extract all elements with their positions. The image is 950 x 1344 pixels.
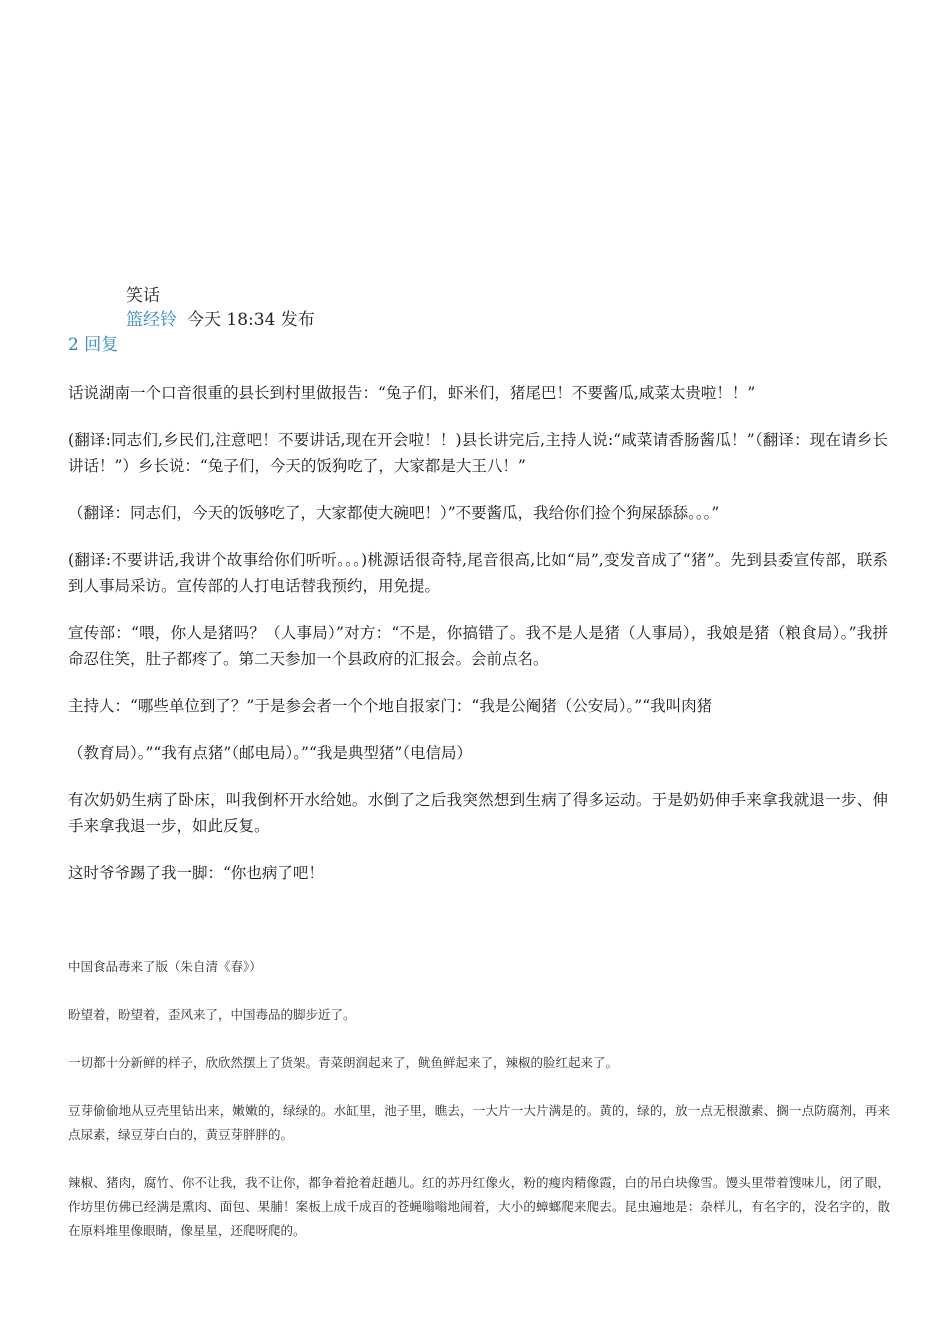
paragraph: （翻译：同志们，今天的饭够吃了，大家都使大碗吧！）”不要酱瓜，我给你们捡个狗屎舔舔。。。” <box>68 504 720 522</box>
author-link[interactable]: 篮经铃 <box>126 310 177 330</box>
paragraph: 主持人：“哪些单位到了？”于是参会者一个个地自报家门：“我是公阉猪（公安局）。”“我叫肉猪 <box>68 697 713 715</box>
paragraph: 豆芽偷偷地从豆壳里钻出来，嫩嫩的，绿绿的。水缸里，池子里，瞧去，一大片一大片满是的。黄的，绿的，放一点无根激素、搁一点防腐剂，再来点尿素，绿豆芽白白的，黄豆芽胖胖的。 <box>68 1103 890 1142</box>
post-title: 笑话 <box>126 286 160 306</box>
paragraph: 有次奶奶生病了卧床，叫我倒杯开水给她。水倒了之后我突然想到生病了得多运动。于是奶奶伸手来拿我就退一步、伸手来拿我退一步，如此反复。 <box>68 791 888 835</box>
paragraph: 辣椒、猪肉，腐竹、你不让我，我不让你，都争着抢着赶趟儿。红的苏丹红像火，粉的瘦肉精像霞，白的吊白块像雪。馒头里带着馊味儿，闭了眼，作坊里仿佛已经满是熏肉、面包、果脯！案板上成千成百的苍蝇嗡嗡地闹着，大小的蟑螂爬来爬去。昆虫遍地是：杂样儿，有名字的，没名字的，散在原料堆里像眼睛，像星星，还爬呀爬的。 <box>68 1175 890 1238</box>
reply-count-link[interactable]: 2 回复 <box>68 335 119 355</box>
paragraph: (翻译:同志们,乡民们,注意吧！不要讲话,现在开会啦！！)县长讲完后,主持人说:“咸菜请香肠酱瓜！”（翻译：现在请乡长讲话！”）乡长说：“兔子们，今天的饭狗吃了，大家都是大王八！” <box>68 431 888 475</box>
paragraph: 宣传部：“喂，你人是猪吗？（人事局）”对方：“不是，你搞错了。我不是人是猪（人事局），我娘是猪（粮食局）。”我拼命忍住笑，肚子都疼了。第二天参加一个县政府的汇报会。会前点名。 <box>68 624 888 668</box>
paragraph: (翻译:不要讲话,我讲个故事给你们听听。。。)桃源话很奇特,尾音很高,比如“局”,变发音成了“猪”。先到县委宣传部，联系到人事局采访。宣传部的人打电话替我预约，用免提。 <box>68 551 888 595</box>
joke-body <box>68 380 888 907</box>
post-time: 今天 18:34 发布 <box>187 310 315 330</box>
paragraph: 话说湖南一个口音很重的县长到村里做报告：“兔子们，虾米们，猪尾巴！不要酱瓜,咸菜太贵啦！！” <box>68 384 756 402</box>
paragraph: 这时爷爷踢了我一脚：“你也病了吧！ <box>68 864 324 882</box>
paragraph: （教育局）。”“我有点猪”（邮电局）。”“我是典型猪”（电信局） <box>68 744 473 762</box>
post-meta <box>126 308 315 332</box>
paragraph: 盼望着，盼望着，歪风来了，中国毒品的脚步近了。 <box>68 1007 356 1022</box>
parody-section <box>68 955 890 1267</box>
section-heading: 中国食品毒来了版（朱自清《春》） <box>68 959 262 974</box>
paragraph: 一切都十分新鲜的样子，欣欣然摆上了货架。青菜朗润起来了，鱿鱼鲜起来了，辣椒的脸红起来了。 <box>68 1055 619 1070</box>
post-header <box>126 284 315 332</box>
